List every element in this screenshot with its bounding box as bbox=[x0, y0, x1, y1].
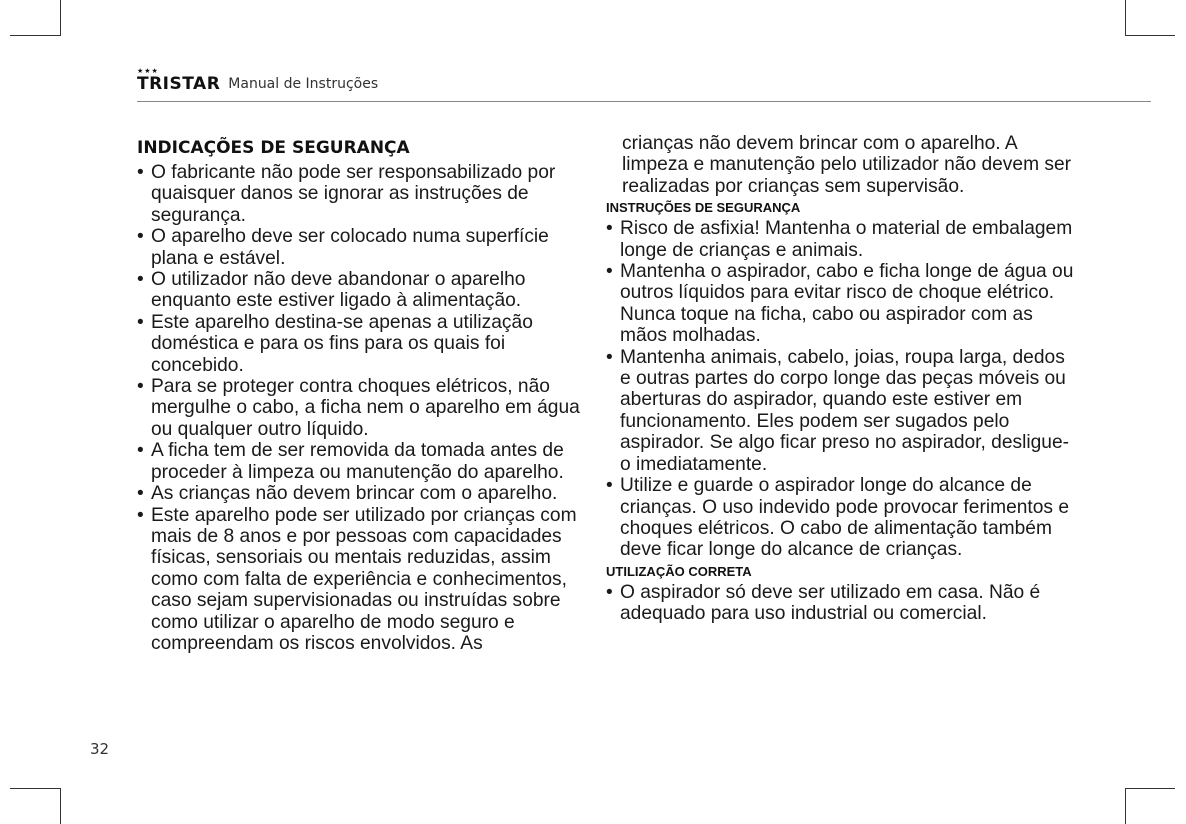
crop-mark-bottom-right-v bbox=[1125, 788, 1126, 824]
continued-paragraph: crianças não devem brincar com o aparelho. A limpeza e manutenção pelo utilizador não devem ser realizadas por crianças sem supervisão. bbox=[622, 133, 1072, 197]
list-item: • Este aparelho destina-se apenas a utilização doméstica e para os fins para os quais foi concebido. bbox=[137, 312, 597, 376]
section-heading-correct-use: UTILIZAÇÃO CORRETA bbox=[606, 563, 752, 579]
list-item: • O aparelho deve ser colocado numa superfície plana e estável. bbox=[137, 226, 597, 269]
left-column bbox=[137, 137, 597, 654]
logo-stars: ★★★ bbox=[137, 67, 159, 75]
page-header bbox=[137, 67, 379, 94]
section-heading-safety-indications: INDICAÇÕES DE SEGURANÇA bbox=[137, 138, 410, 158]
list-item: • Utilize e guarde o aspirador longe do alcance de crianças. O uso indevido pode provocar ferimentos e choques elétricos. O cabo de alimentação também deve ficar longe do alcance de crianças. bbox=[606, 475, 1076, 561]
manual-title: Manual de Instruções bbox=[228, 76, 379, 92]
list-item: • O fabricante não pode ser responsabilizado por quaisquer danos se ignorar as instruções de segurança. bbox=[137, 162, 597, 226]
crop-mark-bottom-left-v bbox=[60, 788, 61, 824]
list-item: • As crianças não devem brincar com o aparelho. bbox=[137, 483, 597, 504]
list-item: • Para se proteger contra choques elétricos, não mergulhe o cabo, a ficha nem o aparelho em água ou qualquer outro líquido. bbox=[137, 376, 597, 440]
list-item: • Este aparelho pode ser utilizado por crianças com mais de 8 anos e por pessoas com capacidades físicas, sensoriais ou mentais reduzidas, assim como com falta de experiência e conhecimentos, caso sejam supervisionadas ou instruídas sobre como utilizar o aparelho de modo seguro e compreendam os riscos envolvidos. As bbox=[137, 505, 597, 655]
crop-mark-top-left-v bbox=[60, 0, 61, 36]
section-heading-safety-instructions: INSTRUÇÕES DE SEGURANÇA bbox=[606, 200, 801, 216]
list-item: • Risco de asfixia! Mantenha o material de embalagem longe de crianças e animais. bbox=[606, 218, 1076, 261]
correct-use-list bbox=[606, 582, 1076, 625]
page-number: 32 bbox=[90, 740, 110, 758]
crop-mark-top-right-v bbox=[1125, 0, 1126, 36]
brand-logo bbox=[137, 67, 221, 94]
brand-name: TRISTAR bbox=[137, 74, 221, 94]
crop-mark-top-right-h bbox=[1125, 35, 1175, 36]
crop-mark-top-left-h bbox=[10, 35, 60, 36]
crop-mark-bottom-left-h bbox=[10, 788, 60, 789]
list-item: • Mantenha o aspirador, cabo e ficha longe de água ou outros líquidos para evitar risco de choque elétrico. Nunca toque na ficha, cabo ou aspirador com as mãos molhadas. bbox=[606, 261, 1076, 347]
list-item: • Mantenha animais, cabelo, joias, roupa larga, dedos e outras partes do corpo longe das peças móveis ou aberturas do aspirador, quando este estiver em funcionamento. Eles podem ser sugados pelo aspirador. Se algo ficar preso no aspirador, desligue-o imediatamente. bbox=[606, 347, 1076, 475]
right-column bbox=[606, 133, 1076, 625]
header-divider bbox=[137, 101, 1151, 102]
safety-instructions-list bbox=[606, 218, 1076, 561]
list-item: • O utilizador não deve abandonar o aparelho enquanto este estiver ligado à alimentação. bbox=[137, 269, 597, 312]
crop-mark-bottom-right-h bbox=[1125, 788, 1175, 789]
list-item: • O aspirador só deve ser utilizado em casa. Não é adequado para uso industrial ou comercial. bbox=[606, 582, 1076, 625]
list-item: • A ficha tem de ser removida da tomada antes de proceder à limpeza ou manutenção do aparelho. bbox=[137, 440, 597, 483]
safety-indications-list bbox=[137, 162, 597, 654]
